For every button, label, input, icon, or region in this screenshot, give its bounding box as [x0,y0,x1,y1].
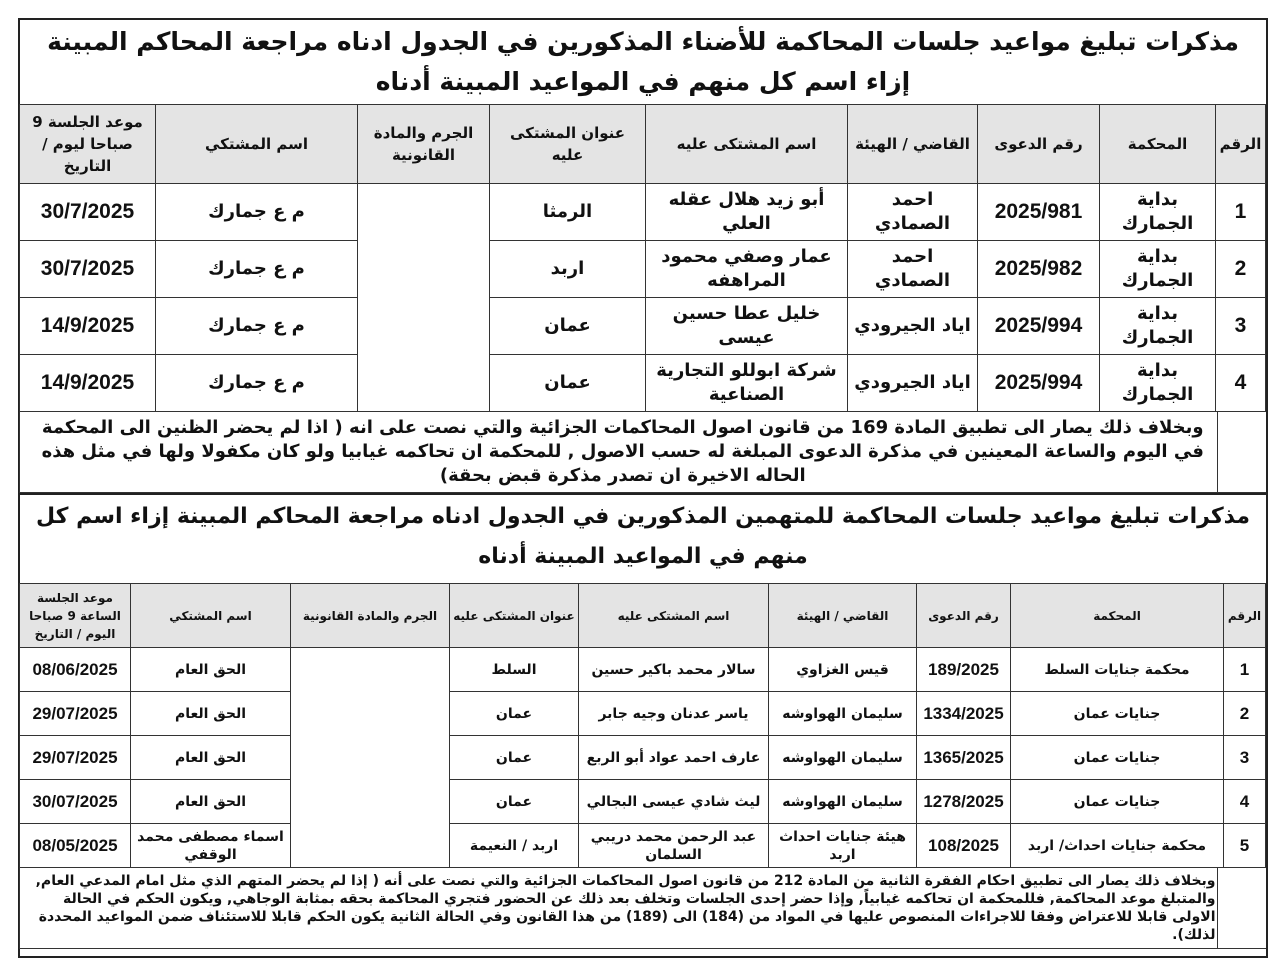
case-number: 1365/2025 [917,736,1011,780]
defendant-address: عمان [450,736,579,780]
defendant-address: الرمثا [490,184,646,241]
defendant-address: عمان [490,355,646,412]
session-date: 08/06/2025 [20,648,131,692]
complainant-name: الحق العام [131,648,291,692]
judge: سليمان الهواوشه [769,692,917,736]
row-number: 4 [1224,780,1266,824]
court: بداية الجمارك [1100,184,1216,241]
table-row [20,298,1266,355]
case-number: 2025/994 [978,355,1100,412]
session-date: 30/7/2025 [20,241,156,298]
section2-title: مذكرات تبليغ مواعيد جلسات المحاكمة للمتهمين المذكورين في الجدول ادناه مراجعة المحاكم المبينة إزاء اسم كل منهم في المواعيد المبينة أدناه [20,493,1266,583]
column-header: اسم المشتكى عليه [646,105,848,184]
complainant-name: م ع جمارك [156,298,358,355]
column-header: اسم المشتكي [156,105,358,184]
table-row [20,648,1266,692]
case-number: 2025/981 [978,184,1100,241]
crime-cell [291,648,450,868]
row-number: 3 [1224,736,1266,780]
session-date: 14/9/2025 [20,355,156,412]
defendant-address: اربد [490,241,646,298]
column-header: المحكمة [1100,105,1216,184]
section2-notice: وبخلاف ذلك يصار الى تطبيق احكام الفقرة الثانية من المادة 212 من قانون اصول المحاكمات الجزائية والتي نصت على أنه ( إذا لم يحضر المتهم الذي مثل امام المدعي العام, والمتبلغ موعد المحاكمة, فللمحكمة ان تحاكمه غيابياً, وإذا حضر إحدى الجلسات وتخلف بعد ذلك عن الحضور فتجري المحاكمة بحقه بمثابة الوجاهي, ويكون الحكم في الحالة الاولى قابلا للاعتراض وفقا للاجراءات المنصوص عليها في المواد من (184) الى (189) من هذا القانون وفي الحالة الثانية يكون الحكم قابلا للاستئناف ضمن المواعيد المحددة لذلك). [20,868,1266,949]
column-header: موعد الجلسة الساعة 9 صباحا اليوم / التاريخ [20,584,131,648]
court: بداية الجمارك [1100,241,1216,298]
table-row [20,736,1266,780]
section2-table [19,583,1266,949]
judge: قيس الغزاوي [769,648,917,692]
defendant-address: اربد / النعيمة [450,824,579,868]
defendant-name: شركة ابوللو التجارية الصناعية [646,355,848,412]
complainant-name: م ع جمارك [156,355,358,412]
column-header: القاضي / الهيئة [848,105,978,184]
column-header: الرقم [1216,105,1266,184]
column-header: الجرم والمادة القانونية [291,584,450,648]
column-header: الجرم والمادة القانونية [358,105,490,184]
session-date: 29/07/2025 [20,692,131,736]
column-header: رقم الدعوى [917,584,1011,648]
court: جنايات عمان [1011,736,1224,780]
complainant-name: الحق العام [131,780,291,824]
defendant-address: السلط [450,648,579,692]
court: بداية الجمارك [1100,298,1216,355]
case-number: 189/2025 [917,648,1011,692]
row-number: 3 [1216,298,1266,355]
crime-cell [358,184,490,412]
table-row [20,692,1266,736]
court: بداية الجمارك [1100,355,1216,412]
column-header: رقم الدعوى [978,105,1100,184]
session-date: 29/07/2025 [20,736,131,780]
case-number: 2025/982 [978,241,1100,298]
defendant-name: خليل عطا حسين عيسى [646,298,848,355]
column-header: الرقم [1224,584,1266,648]
judge: احمد الصمادي [848,241,978,298]
column-header: القاضي / الهيئة [769,584,917,648]
row-number: 1 [1224,648,1266,692]
defendant-address: عمان [490,298,646,355]
defendant-name: عبد الرحمن محمد دريبي السلمان [579,824,769,868]
row-number: 2 [1216,241,1266,298]
session-date: 30/07/2025 [20,780,131,824]
column-header: عنوان المشتكى عليه [450,584,579,648]
row-number: 1 [1216,184,1266,241]
section1-notice: وبخلاف ذلك يصار الى تطبيق المادة 169 من قانون اصول المحاكمات الجزائية والتي نصت على انه ( اذا لم يحضر الظنين الى المحكمة في اليوم والساعة المعينين في مذكرة الدعوى المبلغة له حسب الاصول , للمحكمة ان تحاكمه غيابيا ولو كان مكفولا ولها في مثل هذه الحاله الاخيرة ان تصدر مذكرة قبض بحقة) [20,412,1266,493]
judge: سليمان الهواوشه [769,780,917,824]
complainant-name: اسماء مصطفى محمد الوقفي [131,824,291,868]
section1-table [19,104,1266,493]
row-number: 2 [1224,692,1266,736]
defendant-name: ياسر عدنان وجيه جابر [579,692,769,736]
column-header: اسم المشتكي [131,584,291,648]
court: جنايات عمان [1011,780,1224,824]
judge: اياد الجيرودي [848,298,978,355]
column-header: المحكمة [1011,584,1224,648]
case-number: 1278/2025 [917,780,1011,824]
column-header: موعد الجلسة 9 صباحا ليوم / التاريخ [20,105,156,184]
court: محكمة جنايات السلط [1011,648,1224,692]
notice-document [18,18,1268,958]
judge: احمد الصمادي [848,184,978,241]
complainant-name: الحق العام [131,692,291,736]
case-number: 108/2025 [917,824,1011,868]
defendant-name: ليث شادي عيسى البجالي [579,780,769,824]
section1-title: مذكرات تبليغ مواعيد جلسات المحاكمة للأضناء المذكورين في الجدول ادناه مراجعة المحاكم المبينة إزاء اسم كل منهم في المواعيد المبينة أدناه [47,27,1239,96]
session-date: 14/9/2025 [20,298,156,355]
judge: اياد الجيرودي [848,355,978,412]
table-row [20,355,1266,412]
judge: سليمان الهواوشه [769,736,917,780]
case-number: 2025/994 [978,298,1100,355]
table-row [20,824,1266,868]
court: محكمة جنايات احداث/ اربد [1011,824,1224,868]
session-date: 08/05/2025 [20,824,131,868]
table-row [20,241,1266,298]
complainant-name: م ع جمارك [156,184,358,241]
session-date: 30/7/2025 [20,184,156,241]
row-number: 5 [1224,824,1266,868]
defendant-name: عمار وصفي محمود المراهفه [646,241,848,298]
column-header: عنوان المشتكى عليه [490,105,646,184]
defendant-name: سالار محمد باكير حسين [579,648,769,692]
row-number: 4 [1216,355,1266,412]
case-number: 1334/2025 [917,692,1011,736]
defendant-address: عمان [450,692,579,736]
complainant-name: الحق العام [131,736,291,780]
defendant-name: أبو زيد هلال عقله العلي [646,184,848,241]
defendant-name: عارف احمد عواد أبو الربع [579,736,769,780]
court: جنايات عمان [1011,692,1224,736]
judge: هيئة جنايات احداث اربد [769,824,917,868]
complainant-name: م ع جمارك [156,241,358,298]
table-row [20,780,1266,824]
table-row [20,184,1266,241]
defendant-address: عمان [450,780,579,824]
column-header: اسم المشتكى عليه [579,584,769,648]
